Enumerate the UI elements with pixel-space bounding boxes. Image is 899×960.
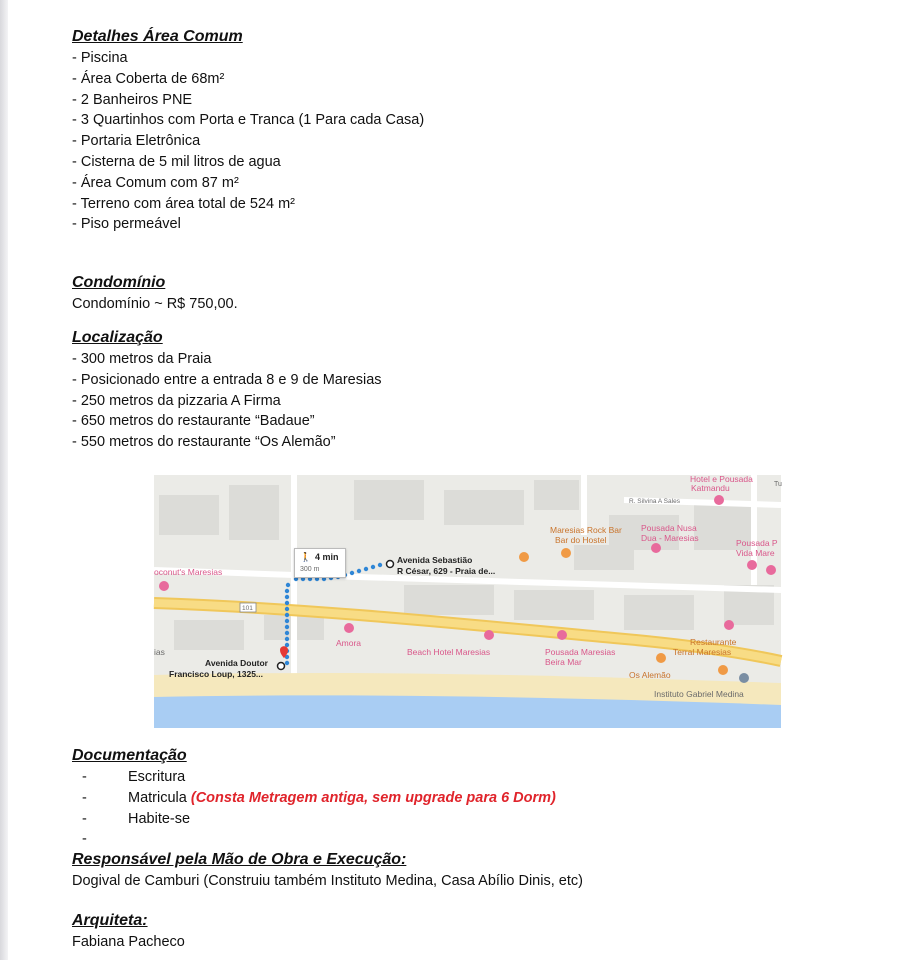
origin-label-1: Avenida Doutor <box>205 658 268 668</box>
origin-label-2: Francisco Loup, 1325... <box>169 669 264 679</box>
heading-documentacao: Documentação <box>72 747 187 764</box>
poi-label: Os Alemão <box>629 670 671 680</box>
doc-note: (Consta Metragem antiga, sem upgrade para 6 Dorm) <box>190 789 556 806</box>
heading-localizacao: Localização <box>72 328 163 346</box>
list-item: - 3 Quartinhos com Porta e Tranca (1 Para cada Casa) <box>72 112 425 129</box>
list-item: - 2 Banheiros PNE <box>72 91 193 108</box>
condominio-value: Condomínio ~ R$ 750,00. <box>72 296 238 313</box>
doc-name: Escritura <box>128 769 186 785</box>
poi-label: Pousada P <box>736 538 778 548</box>
list-item: - Terreno com área total de 524 m² <box>72 195 295 212</box>
list-item: - Posicionado entre a entrada 8 e 9 de Maresias <box>72 371 382 388</box>
location-map <box>154 475 781 728</box>
poi-label: Beira Mar <box>545 657 582 667</box>
list-dash: - <box>82 789 87 806</box>
poi-label: Tu <box>774 481 782 488</box>
document-page <box>72 26 872 453</box>
poi-label: Amora <box>336 638 362 648</box>
responsavel-value: Dogival de Camburi (Construiu também Instituto Medina, Casa Abílio Dinis, etc) <box>72 873 583 890</box>
doc-name: Matricula <box>128 789 191 806</box>
list-dash: - <box>82 831 87 848</box>
heading-condominio: Condomínio <box>72 274 166 292</box>
list-item <box>72 767 872 788</box>
list-item <box>72 788 872 809</box>
list-item <box>72 809 872 830</box>
poi-label: Terral Maresias <box>673 647 732 657</box>
list-item: - 550 metros do restaurante “Os Alemão” <box>72 434 336 451</box>
list-item: - Piso permeável <box>72 216 181 233</box>
street-label: R. Silvina A Sales <box>629 498 680 505</box>
list-dash: - <box>82 810 87 827</box>
heading-responsavel: Responsável pela Mão de Obra e Execução: <box>72 851 407 869</box>
list-item: - 250 metros da pizzaria A Firma <box>72 392 281 409</box>
list-item: - 650 metros do restaurante “Badaue” <box>72 413 315 430</box>
walk-icon: 🚶 <box>300 552 312 562</box>
list-item: - 300 metros da Praia <box>72 350 212 367</box>
list-item: - Portaria Eletrônica <box>72 133 201 150</box>
poi-label: Dua - Maresias <box>641 533 699 543</box>
poi-label: Katmandu <box>691 483 730 493</box>
poi-label: Beach Hotel Maresias <box>407 647 491 657</box>
poi-label: ias <box>154 647 165 657</box>
arquiteta-value: Fabiana Pacheco <box>72 934 185 951</box>
destination-label-2: R César, 629 - Praia de... <box>397 566 496 576</box>
list-documentacao <box>72 767 872 849</box>
poi-label: Pousada Nusa <box>641 523 697 533</box>
poi-label: Pousada Maresias <box>545 647 616 657</box>
doc-name: Habite-se <box>128 810 191 827</box>
route-callout <box>294 548 346 578</box>
list-item: - Piscina <box>72 50 128 66</box>
page-edge-shadow <box>0 0 8 960</box>
destination-label-1: Avenida Sebastião <box>397 555 473 565</box>
list-item <box>72 829 872 849</box>
list-area-comum <box>72 48 872 235</box>
poi-label: oconut's Maresias <box>154 567 223 577</box>
list-localizacao <box>72 349 872 453</box>
document-page-lower <box>72 745 872 953</box>
route-distance: 300 m <box>300 566 320 573</box>
road-shield-label: 101 <box>242 605 253 612</box>
list-item: - Área Comum com 87 m² <box>72 174 239 191</box>
poi-label: Vida Mare <box>736 548 775 558</box>
poi-label: Instituto Gabriel Medina <box>654 689 744 699</box>
heading-arquiteta: Arquiteta: <box>72 912 148 930</box>
poi-label: Bar do Hostel <box>555 535 607 545</box>
poi-label: Hotel e Pousada <box>690 474 753 484</box>
poi-label: Restaurante <box>690 637 737 647</box>
heading-area-comum: Detalhes Área Comum <box>72 28 243 45</box>
list-dash: - <box>82 769 87 785</box>
poi-label: Maresias Rock Bar <box>550 525 622 535</box>
route-time: 4 min <box>315 552 339 562</box>
list-item: - Área Coberta de 68m² <box>72 70 225 87</box>
list-item: - Cisterna de 5 mil litros de agua <box>72 153 281 170</box>
